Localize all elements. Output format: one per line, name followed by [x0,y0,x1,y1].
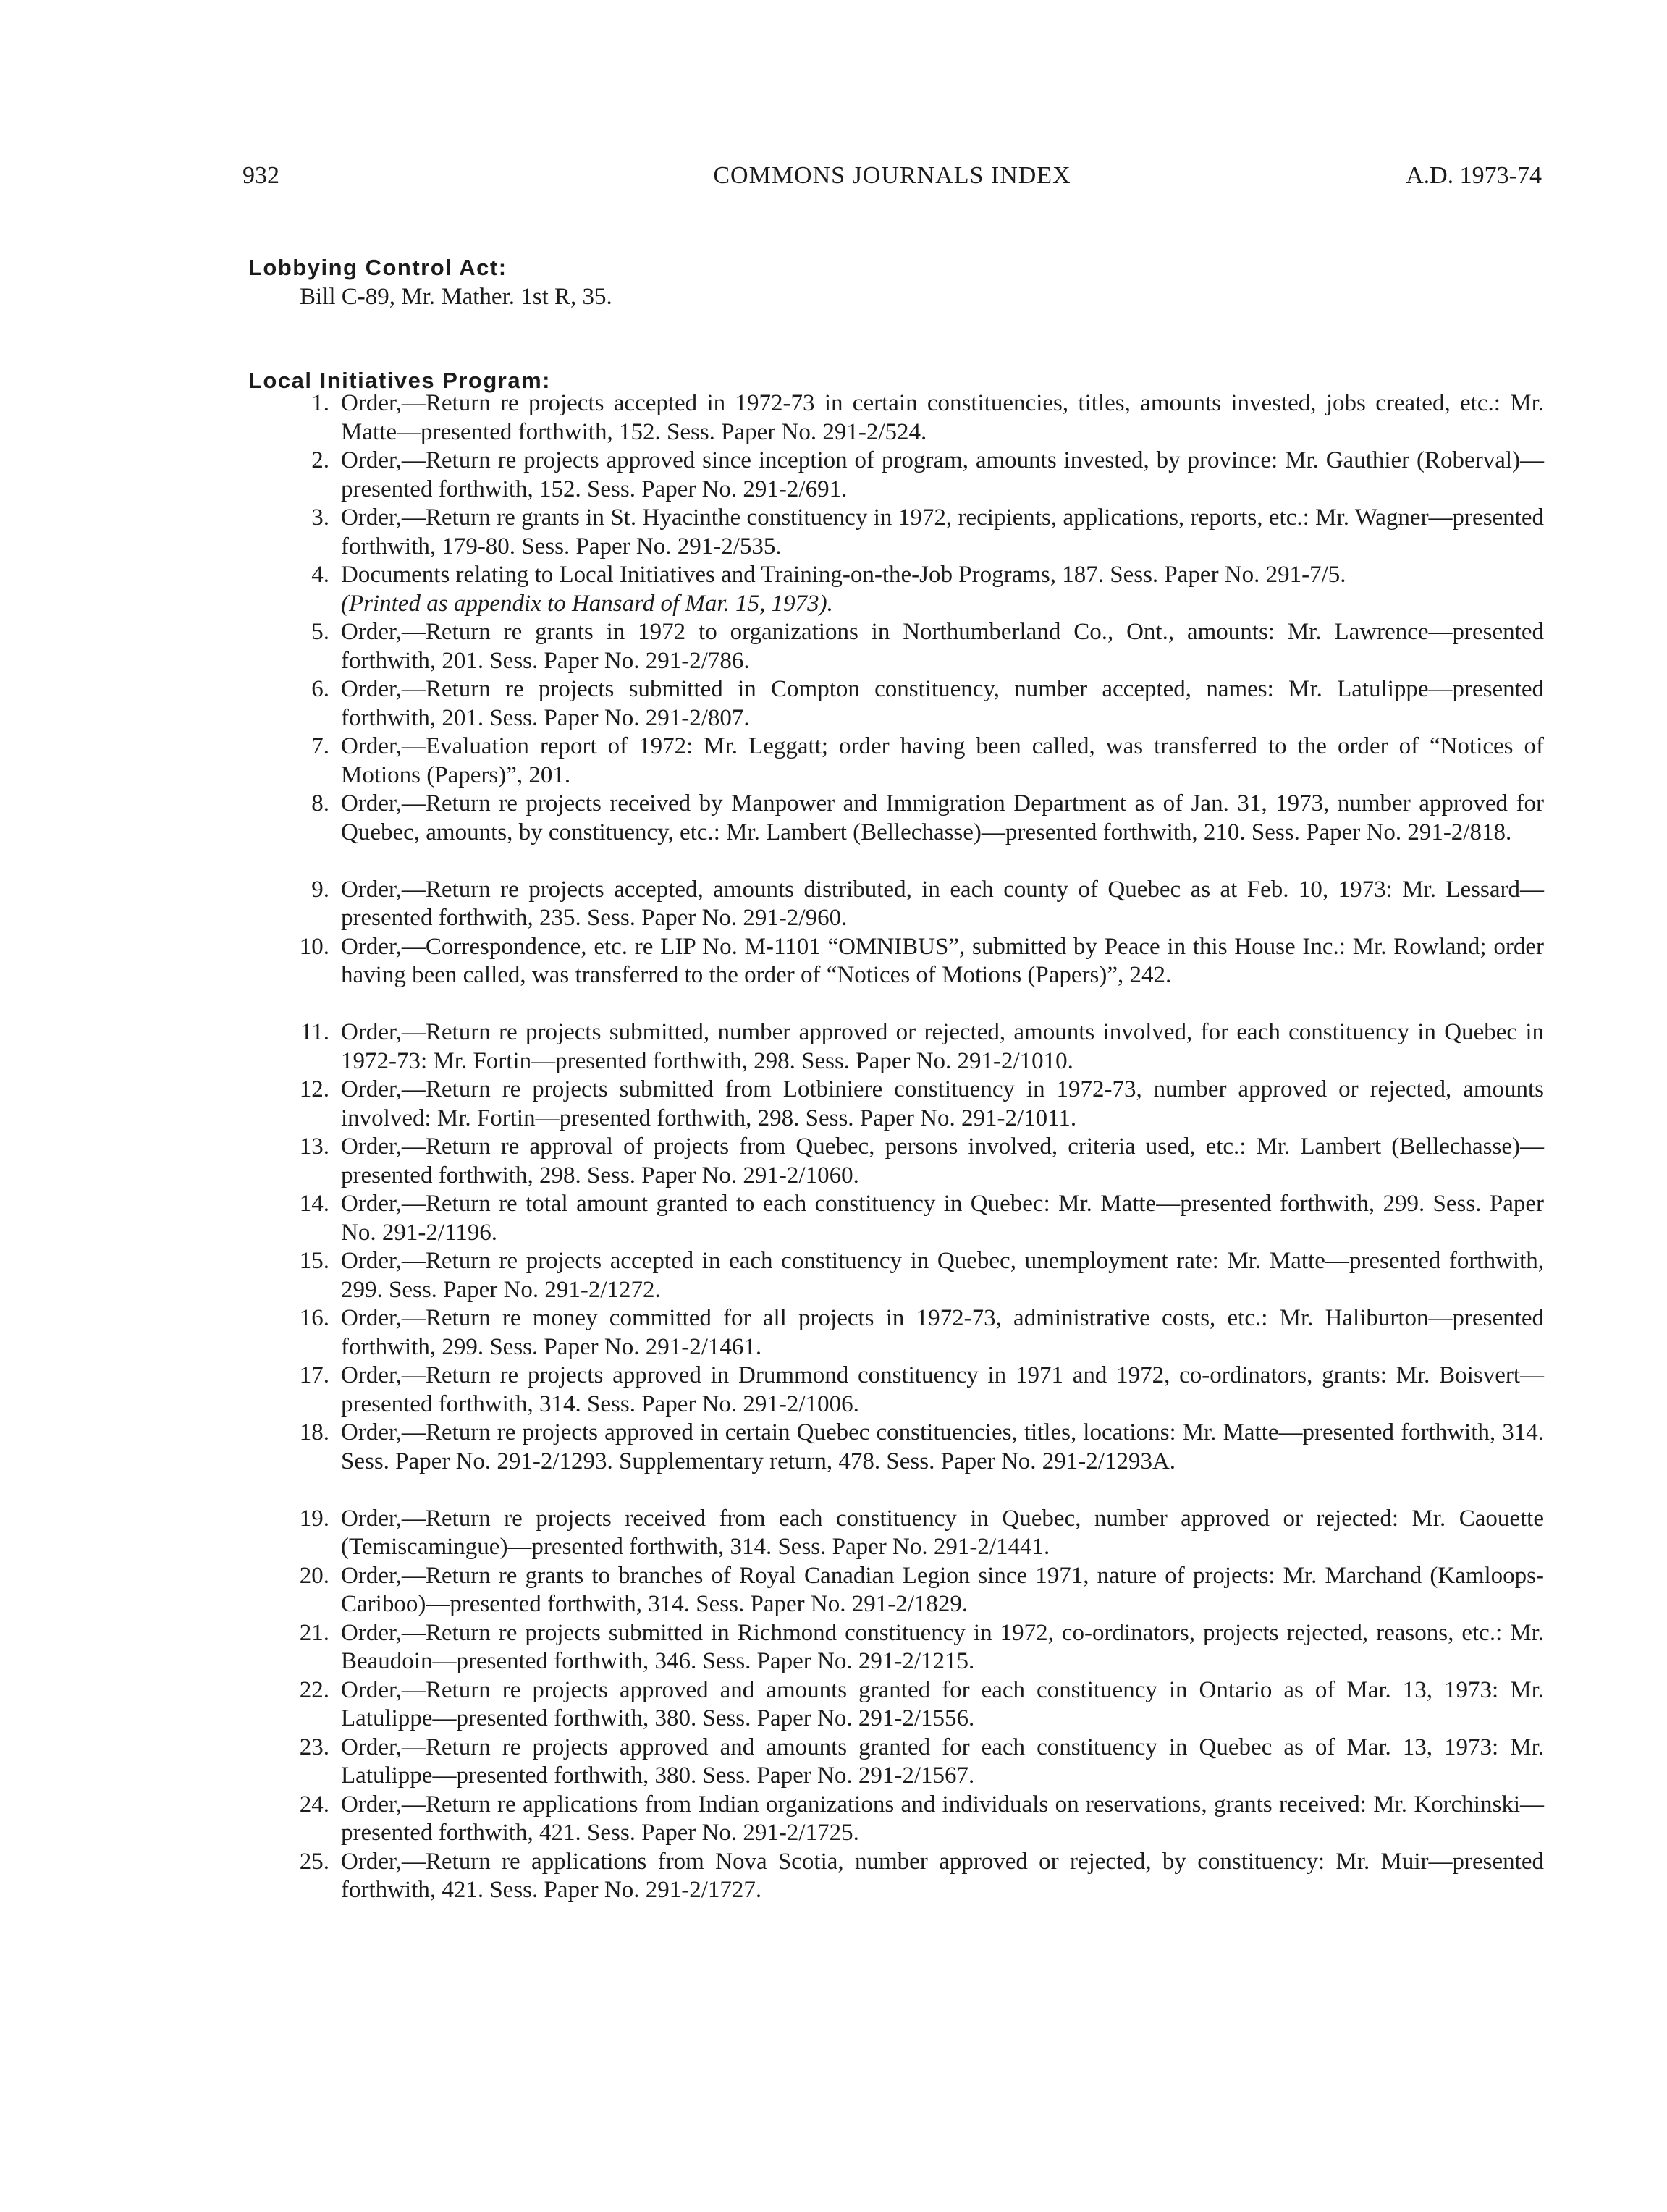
index-entry [248,1304,1544,1362]
index-entry [248,1190,1544,1247]
entry-text: Order,—Return re grants in 1972 to organizations in Northumberland Co., Ont., amounts: Mr. Lawrence—presented forthwith, 201. Sess. Paper No. 291-2/786. [341,619,1544,674]
lobbying-bill-line: Bill C-89, Mr. Mather. 1st R, 35. [300,284,612,310]
entry-number: 23. [299,1734,329,1760]
entry-text: Order,—Return re projects accepted in 1972-73 in certain constituencies, titles, amounts invested, jobs created, etc.: Mr. Matte—presented forthwith, 152. Sess. Paper No. 291-2/524. [341,390,1544,445]
entry-text: Order,—Return re total amount granted to each constituency in Quebec: Mr. Matte—presented forthwith, 299. Sess. Paper No. 291-2/1196. [341,1191,1544,1246]
year-range: A.D. 1973-74 [1406,162,1542,189]
entry-text: Order,—Return re projects approved since inception of program, amounts invested, by province: Mr. Gauthier (Roberval)—presented forthwith, 152. Sess. Paper No. 291-2/691. [341,447,1544,502]
entry-number: 12. [299,1076,329,1102]
entry-text: Order,—Return re projects approved and amounts granted for each constituency in Ontario as of Mar. 13, 1973: Mr. Latulippe—presented forthwith, 380. Sess. Paper No. 291-2/1556. [341,1676,1544,1731]
entry-text: Order,—Return re grants in St. Hyacinthe constituency in 1972, recipients, applications, reports, etc.: Mr. Wagner—presented forthwith, 179-80. Sess. Paper No. 291-2/535. [341,505,1544,560]
entry-number: 19. [299,1505,329,1532]
entry-text: Order,—Return re projects submitted, number approved or rejected, amounts involved, for each constituency in Quebec in 1972-73: Mr. Fortin—presented forthwith, 298. Sess. Paper No. 291-2/1010. [341,1019,1544,1074]
index-entry [248,561,1544,618]
entry-text: Order,—Return re projects accepted, amounts distributed, in each county of Quebec as at Feb. 10, 1973: Mr. Lessard—presented forthwith, 235. Sess. Paper No. 291-2/960. [341,876,1544,931]
entry-number: 5. [311,619,329,645]
entry-text: Order,—Return re projects accepted in each constituency in Quebec, unemployment rate: Mr. Matte—presented forthwith, 299. Sess. Paper No. 291-2/1272. [341,1248,1544,1303]
index-entry [248,1791,1544,1848]
index-entry [248,1676,1544,1734]
entry-number: 8. [311,790,329,816]
entry-number: 6. [311,676,329,702]
entry-number: 16. [299,1305,329,1331]
entry-text: Order,—Return re projects approved in certain Quebec constituencies, titles, locations: Mr. Matte—presented forthwith, 314. Sess. Paper No. 291-2/1293. Supplementary return, 478. Sess. Paper No. 291-2/1293A. [341,1419,1544,1474]
entry-number: 7. [311,733,329,759]
entry-text: Order,—Return re projects submitted in Compton constituency, number accepted, names: Mr. Latulippe—presented forthwith, 201. Sess. Paper No. 291-2/807. [341,676,1544,731]
entry-number: 24. [299,1791,329,1818]
entry-number: 2. [311,447,329,473]
entry-number: 3. [311,505,329,531]
index-entry [248,389,1544,447]
entry-number: 9. [311,876,329,903]
index-entry [248,1247,1544,1304]
entry-number: 25. [299,1848,329,1875]
index-entry [248,1505,1544,1562]
entry-text: Order,—Return re applications from Nova Scotia, number approved or rejected, by constituency: Mr. Muir—presented forthwith, 421. Sess. Paper No. 291-2/1727. [341,1848,1544,1903]
index-entry [248,1562,1544,1619]
index-entry [248,1734,1544,1791]
entry-number: 18. [299,1419,329,1445]
entry-number: 20. [299,1562,329,1589]
entry-number: 4. [311,562,329,588]
entry-text: Order,—Return re money committed for all projects in 1972-73, administrative costs, etc.: Mr. Haliburton—presented forthwith, 299. Sess. Paper No. 291-2/1461. [341,1305,1544,1360]
entry-number: 1. [311,390,329,416]
entry-text: Order,—Return re approval of projects from Quebec, persons involved, criteria used, etc.: Mr. Lambert (Bellechasse)—presented forthwith, 298. Sess. Paper No. 291-2/1060. [341,1134,1544,1189]
entry-list [248,389,1544,1905]
index-entry [248,1362,1544,1419]
entry-text: Order,—Return re projects approved and amounts granted for each constituency in Quebec as of Mar. 13, 1973: Mr. Latulippe—presented forthwith, 380. Sess. Paper No. 291-2/1567. [341,1734,1544,1789]
entry-text: Order,—Return re applications from Indian organizations and individuals on reservations, grants received: Mr. Korchinski—presented forthwith, 421. Sess. Paper No. 291-2/1725. [341,1791,1544,1846]
index-entry [248,1619,1544,1676]
entry-text: Order,—Return re projects submitted in Richmond constituency in 1972, co-ordinators, projects rejected, reasons, etc.: Mr. Beaudoin—presented forthwith, 346. Sess. Paper No. 291-2/1215. [341,1619,1544,1674]
index-entry [248,675,1544,733]
index-entry [248,1076,1544,1133]
entry-text: Order,—Return re projects received from each constituency in Quebec, number approved or rejected: Mr. Caouette (Temiscamingue)—presented forthwith, 314. Sess. Paper No. 291-2/1441. [341,1505,1544,1560]
entry-number: 13. [299,1134,329,1160]
index-entry [248,504,1544,561]
index-entry [248,733,1544,790]
entry-text: Documents relating to Local Initiatives and Training-on-the-Job Programs, 187. Sess. Paper No. 291-7/5. [341,562,1346,588]
entry-text: Order,—Evaluation report of 1972: Mr. Leggatt; order having been called, was transferred to the order of “Notices of Motions (Papers)”, 201. [341,733,1544,788]
entry-text: Order,—Return re projects received by Manpower and Immigration Department as of Jan. 31, 1973, number approved for Quebec, amounts, by constituency, etc.: Mr. Lambert (Bellechasse)—presented forthwith, 210. Sess. Paper No. 291-2/818. [341,790,1544,845]
entry-text: Order,—Return re projects submitted from Lotbiniere constituency in 1972-73, number approved or rejected, amounts involved: Mr. Fortin—presented forthwith, 298. Sess. Paper No. 291-2/1011. [341,1076,1544,1131]
entry-text: Order,—Return re grants to branches of Royal Canadian Legion since 1971, nature of projects: Mr. Marchand (Kamloops-Cariboo)—presented forthwith, 314. Sess. Paper No. 291-2/1829. [341,1562,1544,1617]
index-entry [248,876,1544,933]
entry-text: Order,—Correspondence, etc. re LIP No. M-1101 “OMNIBUS”, submitted by Peace in this House Inc.: Mr. Rowland; order having been called, was transferred to the order of “Notices of Motions (Papers)”, 242. [341,933,1544,988]
entry-number: 11. [300,1019,329,1045]
entry-text: Order,—Return re projects approved in Drummond constituency in 1971 and 1972, co-ordinators, grants: Mr. Boisvert—presented forthwith, 314. Sess. Paper No. 291-2/1006. [341,1362,1544,1417]
entry-note: (Printed as appendix to Hansard of Mar. 15, 1973). [341,590,833,617]
entry-number: 22. [299,1676,329,1703]
index-entry [248,1018,1544,1076]
entry-number: 14. [299,1191,329,1217]
index-entry [248,618,1544,675]
page-header [242,162,1542,194]
section-heading-lip: Local Initiatives Program: [248,368,551,393]
entry-number: 17. [299,1362,329,1388]
index-entry [248,1133,1544,1190]
entry-number: 15. [299,1248,329,1274]
section-heading-lobbying: Lobbying Control Act: [248,255,507,280]
index-entry [248,1419,1544,1505]
entry-number: 21. [299,1619,329,1646]
entry-number: 10. [299,933,329,960]
index-entry [248,447,1544,504]
page-number: 932 [242,162,279,189]
running-title: COMMONS JOURNALS INDEX [713,162,1071,189]
index-entry [248,1848,1544,1905]
index-entry [248,933,1544,1019]
index-entry [248,790,1544,876]
